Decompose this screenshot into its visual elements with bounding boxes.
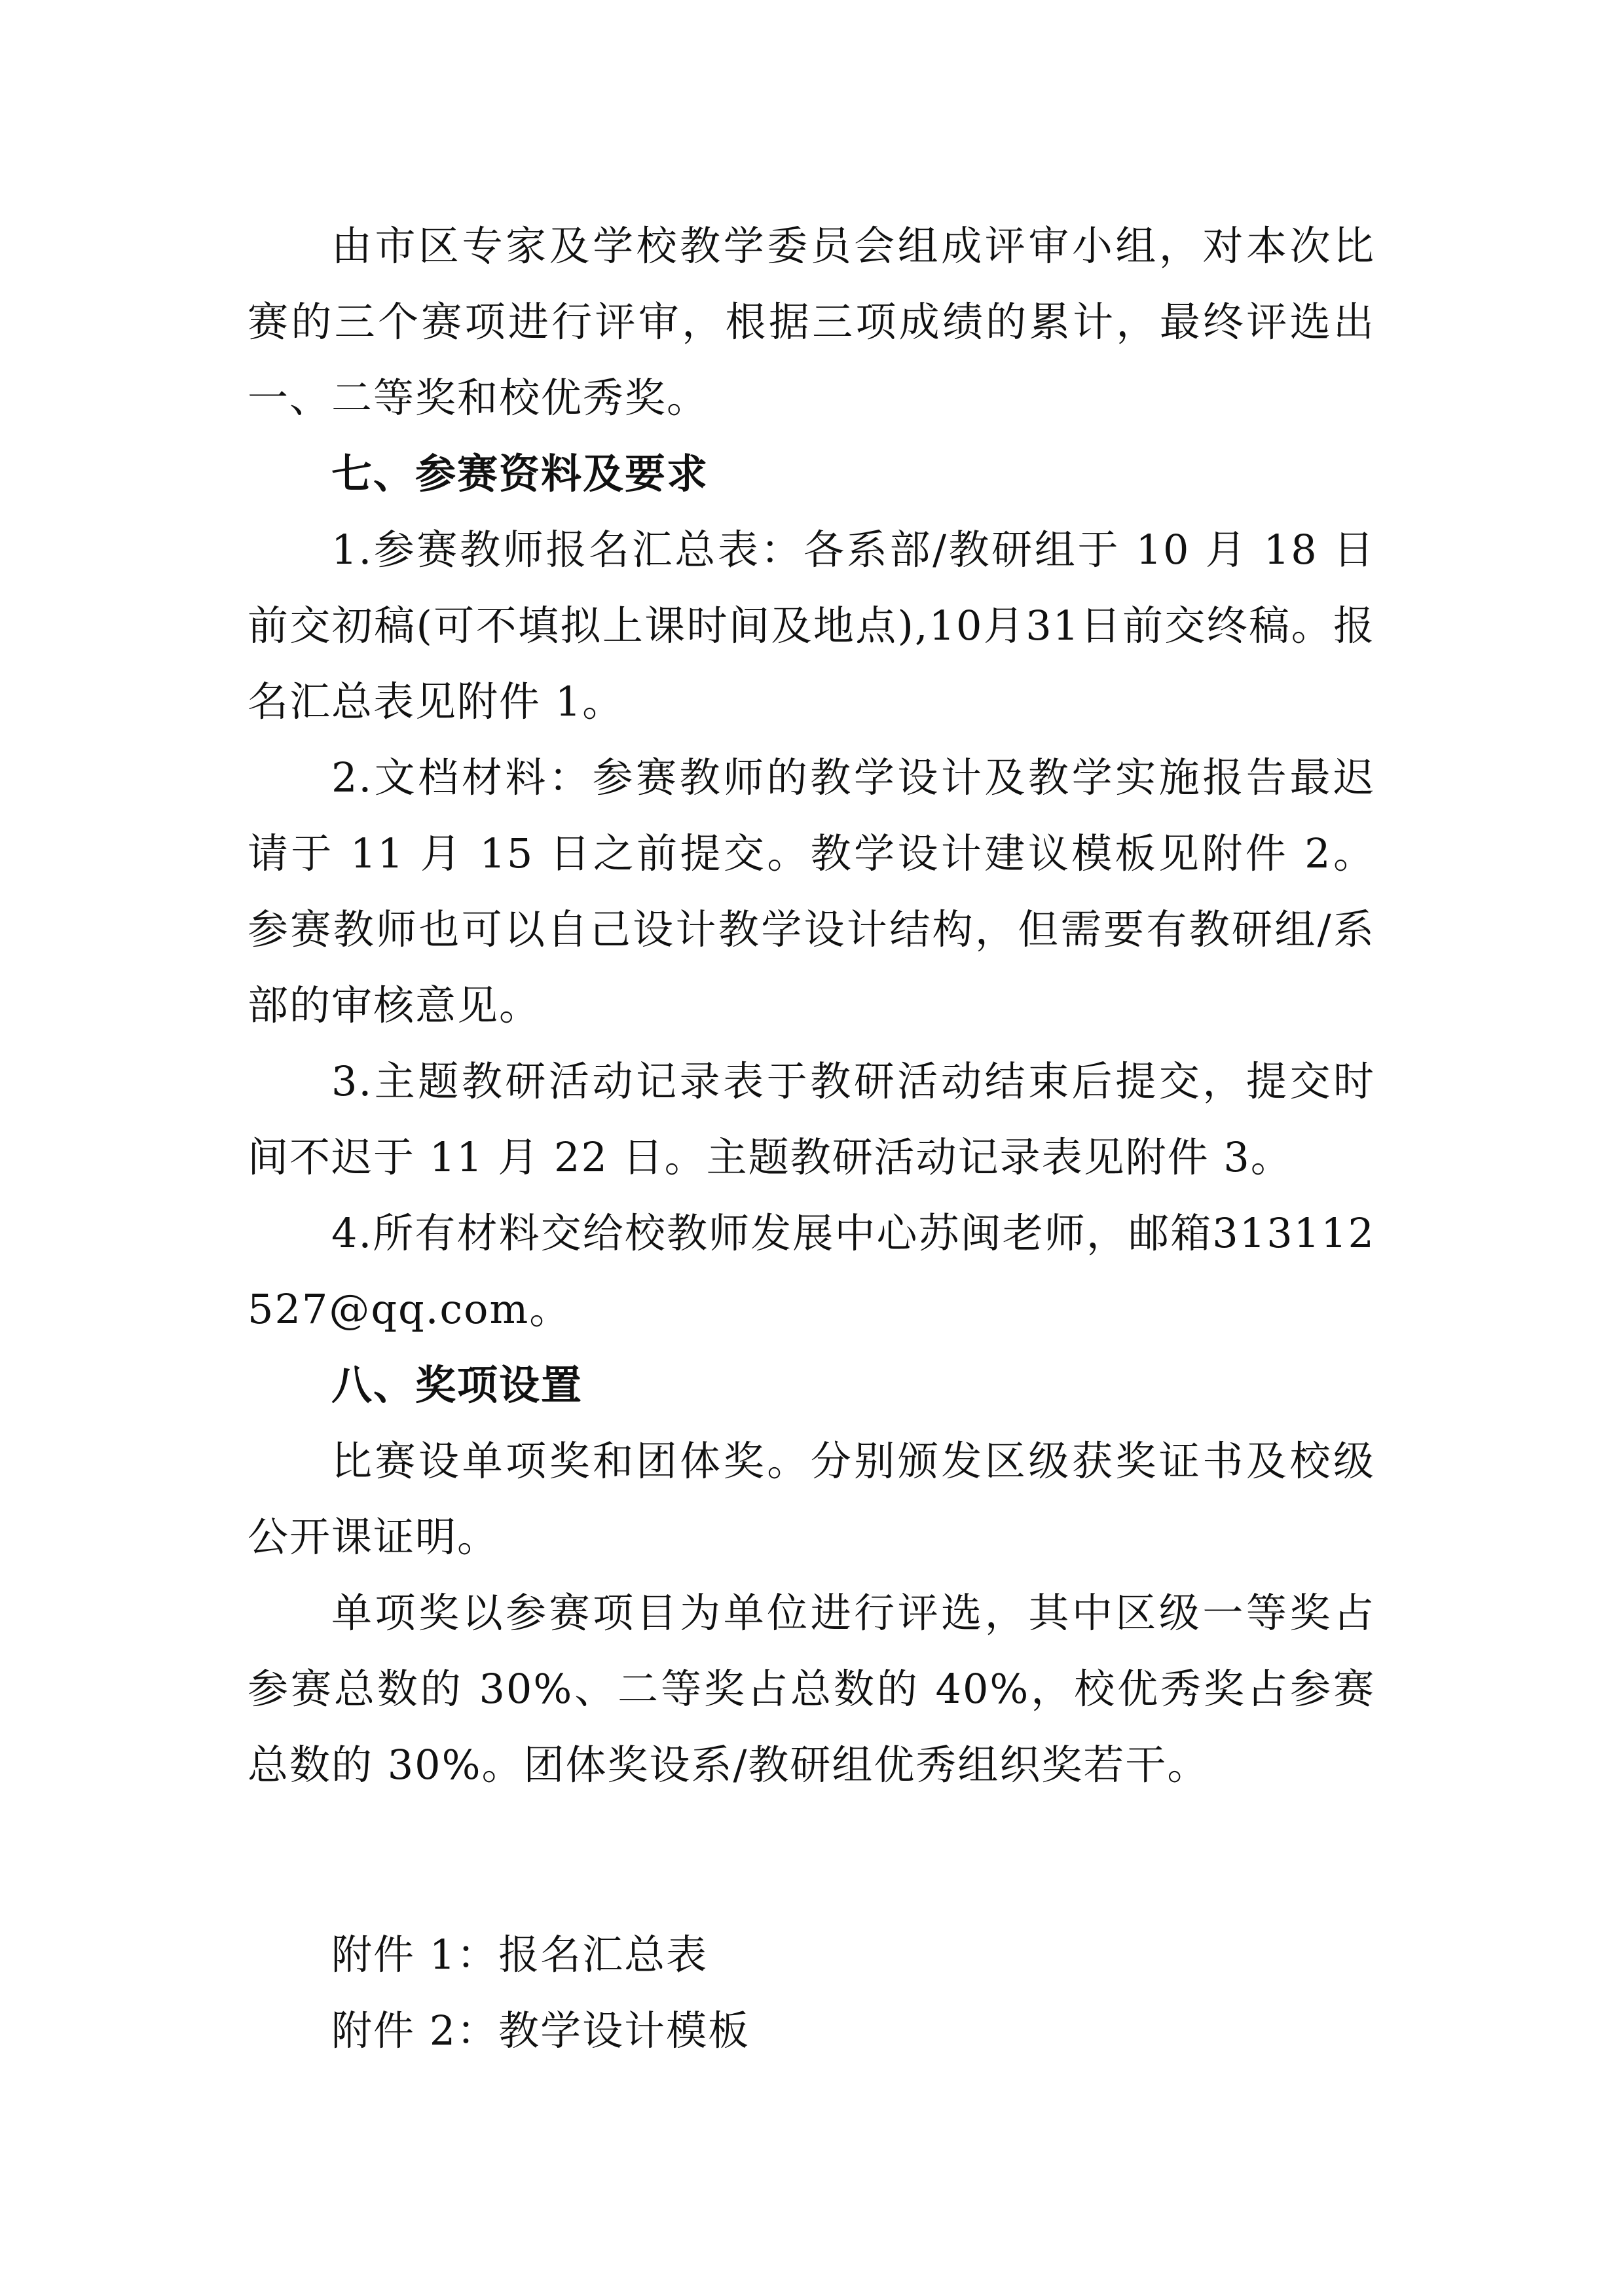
intro-paragraph: 由市区专家及学校教学委员会组成评审小组，对本次比赛的三个赛项进行评审，根据三项成绩的累计，最终评选出一、二等奖和校优秀奖。 <box>248 222 1375 422</box>
document-page <box>248 208 1375 2069</box>
section-7-item-4: 4.所有材料交给校教师发展中心苏闽老师，邮箱313112527@qq.com。 <box>248 1209 1375 1333</box>
section-7-item-2: 2.文档材料：参赛教师的教学设计及教学实施报告最迟请于 11 月 15 日之前提交。教学设计建议模板见附件 2。参赛教师也可以自己设计教学设计结构，但需要有教研组/系部的审核意见。 <box>248 754 1375 1029</box>
spacer <box>248 1803 1375 1917</box>
section-7-heading: 七、参赛资料及要求 <box>331 450 709 498</box>
attachment-2: 附件 2：教学设计模板 <box>331 2007 750 2054</box>
section-8-heading: 八、奖项设置 <box>331 1361 583 1409</box>
section-7-item-1: 1.参赛教师报名汇总表：各系部/教研组于 10 月 18 日前交初稿(可不填拟上课时间及地点),10月31日前交终稿。报名汇总表见附件 1。 <box>248 526 1375 725</box>
section-8-paragraph-2: 单项奖以参赛项目为单位进行评选，其中区级一等奖占参赛总数的 30%、二等奖占总数的 40%，校优秀奖占参赛总数的 30%。团体奖设系/教研组优秀组织奖若干。 <box>248 1589 1375 1789</box>
section-7-item-3: 3.主题教研活动记录表于教研活动结束后提交，提交时间不迟于 11 月 22 日。主题教研活动记录表见附件 3。 <box>248 1057 1375 1181</box>
attachment-1: 附件 1：报名汇总表 <box>331 1931 709 1978</box>
section-8-paragraph-1: 比赛设单项奖和团体奖。分别颁发区级获奖证书及校级公开课证明。 <box>248 1437 1375 1561</box>
